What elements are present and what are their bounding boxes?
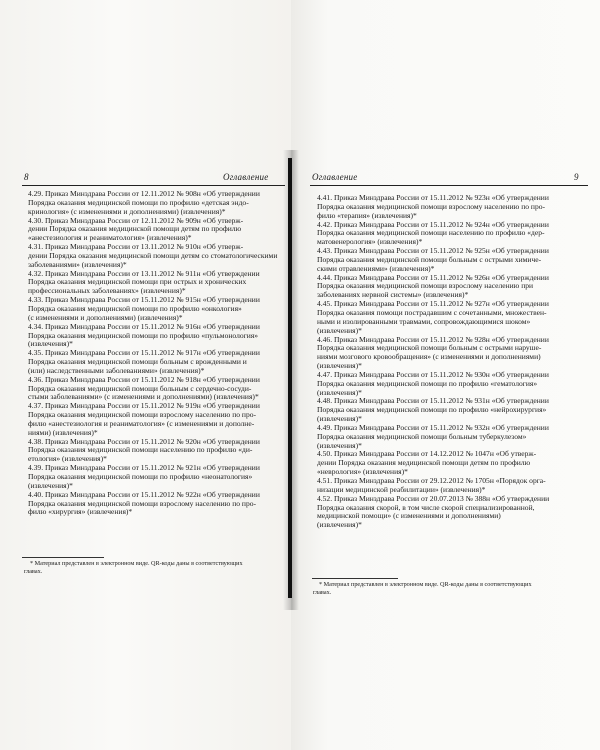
toc-entry-line: Порядка оказания медицинской помощи взрослому населению при <box>317 282 534 291</box>
toc-entry-line <box>317 495 582 504</box>
toc-entry-line: (извлечения)* <box>317 441 362 450</box>
toc-entry-line <box>317 424 582 433</box>
toc-entries <box>317 194 582 530</box>
toc-entry-text: Приказ Минздрава России от 15.11.2012 № 927н «Об утверждении <box>333 300 549 309</box>
toc-entry <box>317 397 582 424</box>
toc-entry-line: дении Порядка оказания медицинской помощи детям по профилю <box>28 225 242 234</box>
toc-entry <box>317 274 582 301</box>
toc-entry-line: филю «терапия» (извлечения)* <box>317 211 417 220</box>
toc-entry-line <box>317 247 582 256</box>
toc-entry-line: Порядка оказания медицинской помощи населению по профилю «дер- <box>317 229 545 238</box>
toc-entry-line: ниями мозгового кровообращения» (с изменениями и дополнениями) <box>317 353 541 362</box>
toc-entry-text: Приказ Минздрава России от 15.11.2012 № 915н «Об утверждении <box>44 296 260 305</box>
toc-entry-line: етология» (извлечения)* <box>28 455 107 464</box>
toc-entry-number: 4.42. <box>317 220 333 229</box>
toc-entry-text: Приказ Минздрава России от 15.11.2012 № 916н «Об утверждении <box>44 322 260 331</box>
toc-entry-number: 4.49. <box>317 423 333 432</box>
toc-entry-text: Приказ Минздрава России от 15.11.2012 № 921н «Об утверждении <box>44 464 260 473</box>
toc-entry-line <box>28 438 282 447</box>
toc-entry-number: 4.33. <box>28 296 44 305</box>
toc-entry <box>28 270 282 297</box>
toc-entry <box>317 336 582 371</box>
toc-entry <box>317 221 582 248</box>
toc-entry <box>317 194 582 221</box>
toc-entry <box>317 477 582 495</box>
section-title: Оглавление <box>312 172 358 182</box>
toc-entry-line: Порядка оказания медицинской помощи взрослому населению по про- <box>28 499 257 508</box>
toc-entry-line <box>28 323 282 332</box>
toc-entry-text: Приказ Минздрава России от 15.11.2012 № 928н «Об утверждении <box>333 335 549 344</box>
toc-entry <box>28 464 282 491</box>
toc-entry-line: (с изменениями и дополнениями) (извлечения)* <box>28 313 183 322</box>
toc-entry-text: Приказ Минздрава России от 15.11.2012 № 926н «Об утверждении <box>333 273 549 282</box>
toc-entry-line: Порядка оказания медицинской помощи больным с острыми химиче- <box>317 255 542 264</box>
book-spine <box>288 158 292 598</box>
toc-entry-number: 4.36. <box>28 375 44 384</box>
toc-entry-line <box>28 402 282 411</box>
toc-entry-text: Приказ Минздрава России от 13.11.2012 № 910н «Об утверж- <box>44 243 244 252</box>
toc-entry <box>28 217 282 244</box>
toc-entry-line: Порядка оказания медицинской помощи населению по профилю «ди- <box>28 446 253 455</box>
toc-entry-line: Порядка оказания медицинской помощи по профилю «нейрохирургия» <box>317 406 547 415</box>
toc-entry <box>317 424 582 451</box>
toc-entry-text: Приказ Минздрава России от 15.11.2012 № 918н «Об утверждении <box>44 375 260 384</box>
toc-entry-line: Порядка оказания медицинской помощи больным с острыми наруше- <box>317 344 542 353</box>
toc-entry-text: Приказ Минздрава России от 20.07.2013 № 388н «Об утверждении <box>333 494 550 503</box>
footnote-rule <box>312 578 398 579</box>
toc-entry-line: (извлечения)* <box>317 415 362 424</box>
toc-entry-number: 4.31. <box>28 243 44 252</box>
toc-entry-number: 4.51. <box>317 477 333 485</box>
toc-entry-line: ниями) (извлечения)* <box>28 428 98 437</box>
toc-entry-line <box>317 194 582 203</box>
toc-entry-number: 4.47. <box>317 370 333 379</box>
footnote-line: главах. <box>313 588 332 596</box>
toc-entry-text: Приказ Минздрава России от 15.11.2012 № 932н «Об утверждении <box>333 423 549 432</box>
header-rule <box>22 185 285 186</box>
toc-entry-line <box>317 371 582 380</box>
toc-entry-number: 4.48. <box>317 397 333 406</box>
toc-entry-line: Порядка оказания медицинской помощи при острых и хронических <box>28 278 247 287</box>
toc-entry <box>28 376 282 403</box>
toc-entry-line: дении Порядка оказания медицинской помощи детям со стоматологическими <box>28 251 278 260</box>
toc-entry-text: Приказ Минздрава России от 15.11.2012 № 917н «Об утверждении <box>44 349 260 358</box>
toc-entry-line <box>317 397 582 406</box>
toc-entry-number: 4.37. <box>28 402 44 411</box>
toc-entry-line <box>317 336 582 345</box>
toc-entry <box>28 349 282 376</box>
page-number: 8 <box>24 172 29 182</box>
header-rule <box>310 185 588 186</box>
toc-entry-text: Приказ Минздрава России от 13.11.2012 № 911н «Об утверждении <box>44 269 260 278</box>
toc-entry-line: Порядка оказания медицинской помощи по профилю «гематология» <box>317 379 538 388</box>
toc-entry-line: (извлечения)* <box>28 340 73 349</box>
toc-entry-number: 4.39. <box>28 464 44 473</box>
toc-entry <box>28 190 282 217</box>
toc-entry-line: матовенерология» (извлечения)* <box>317 238 423 247</box>
toc-entry-line: профессиональных заболеваниях» (извлечения)* <box>28 287 186 296</box>
toc-entry-line <box>28 376 282 385</box>
toc-entry-line: Порядка оказания медицинской помощи по профилю «неонатология» <box>28 473 253 481</box>
toc-entry-line: (извлечения)* <box>317 326 362 335</box>
toc-entry-line <box>28 349 282 358</box>
toc-entry-line: (извлечения)* <box>317 388 362 397</box>
section-title: Оглавление <box>223 172 269 182</box>
toc-entry-line <box>317 300 582 309</box>
toc-entry-line: Порядка оказания медицинской помощи по профилю «детская эндо- <box>28 198 249 207</box>
toc-entry-number: 4.44. <box>317 273 333 282</box>
toc-entry-line: «неврология» (извлечения)* <box>317 468 408 477</box>
toc-entry-line <box>28 217 282 226</box>
toc-entry-text: Приказ Минздрава России от 15.11.2012 № 931н «Об утверждении <box>333 397 549 406</box>
footnote-line: * Материал представлен в электронном виде. QR-коды даны в соответствующих <box>30 560 243 567</box>
toc-entry-text: Приказ Минздрава России от 12.11.2012 № 908н «Об утверждении <box>44 190 260 198</box>
toc-entry-text: Приказ Минздрава России от 29.12.2012 № 1705н «Порядок орга- <box>333 477 546 485</box>
toc-entry-line: Порядка оказания медицинской помощи взрослому населению по про- <box>317 202 546 211</box>
toc-entry-line <box>317 221 582 230</box>
toc-entry-number: 4.43. <box>317 247 333 256</box>
toc-entry-line: заболеваниях нервной системы» (извлечения)* <box>317 291 469 300</box>
toc-entry-line: филю «анестезиология и реаниматология» (с изменениями и дополне- <box>28 419 255 428</box>
toc-entry-text: Приказ Минздрава России от 15.11.2012 № 924н «Об утверждении <box>333 220 549 229</box>
toc-entry <box>317 300 582 335</box>
toc-entry-text: Приказ Минздрава России от 15.11.2012 № 919н «Об утверждении <box>44 402 260 411</box>
toc-entry-number: 4.30. <box>28 216 44 225</box>
toc-entry-line: кринология» (с изменениями и дополнениями) (извлечения)* <box>28 207 226 216</box>
toc-entry-line <box>28 296 282 305</box>
left-page <box>0 0 291 750</box>
toc-entry-line <box>28 464 282 473</box>
toc-entry-line <box>317 450 582 459</box>
toc-entry-line: (извлечения)* <box>317 362 362 371</box>
toc-entry-line: ными и изолированными травмами, сопровождающимися шоком» <box>317 317 531 326</box>
toc-entry-number: 4.52. <box>317 494 333 503</box>
toc-entry-line: Порядка оказания медицинской помощи по профилю «онкология» <box>28 304 242 313</box>
toc-entry-number: 4.41. <box>317 194 333 202</box>
toc-entry-number: 4.40. <box>28 490 44 499</box>
toc-entry-text: Приказ Минздрава России от 15.11.2012 № 922н «Об утверждении <box>44 490 260 499</box>
footnote <box>24 560 279 575</box>
toc-entry-line: стыми заболеваниями» (с изменениями и дополнениями) (извлечения)* <box>28 393 259 402</box>
toc-entry-line: медицинской помощи» (с изменениями и дополнениями) <box>317 512 501 521</box>
toc-entry <box>28 438 282 465</box>
toc-entry-line <box>28 270 282 279</box>
toc-entry-line: заболеваниями» (извлечения)* <box>28 260 127 269</box>
toc-entry-number: 4.50. <box>317 450 333 459</box>
toc-entry-text: Приказ Минздрава России от 15.11.2012 № 920н «Об утверждении <box>44 437 260 446</box>
right-page <box>291 0 600 750</box>
toc-entry-text: Приказ Минздрава России от 15.11.2012 № 923н «Об утверждении <box>333 194 549 202</box>
toc-entry-line: Порядка оказания медицинской помощи больным с врожденными и <box>28 358 247 367</box>
toc-entry-line <box>28 491 282 500</box>
toc-entry-line: дении Порядка оказания медицинской помощи детям по профилю <box>317 459 531 468</box>
footnote <box>313 581 581 596</box>
toc-entry-number: 4.46. <box>317 335 333 344</box>
toc-entry-line <box>317 477 582 486</box>
toc-entry-line <box>317 274 582 283</box>
toc-entry-line: (извлечения)* <box>28 481 73 490</box>
toc-entry <box>28 243 282 270</box>
toc-entry-line: филю «хирургия» (извлечения)* <box>28 508 133 517</box>
toc-entry-text: Приказ Минздрава России от 14.12.2012 № 1047н «Об утверж- <box>333 450 537 459</box>
toc-entry <box>28 296 282 323</box>
toc-entry <box>28 402 282 437</box>
toc-entry-line: Порядка оказания медицинской помощи больным с сердечно-сосуди- <box>28 384 252 393</box>
toc-entry-number: 4.29. <box>28 190 44 198</box>
toc-entry-number: 4.35. <box>28 349 44 358</box>
toc-entry-line: Порядка оказания медицинской помощи больным туберкулезом» <box>317 432 527 441</box>
toc-entry-line: Порядка оказания помощи пострадавшим с сочетанными, множествен- <box>317 308 547 317</box>
toc-entry-line: низации медицинской реабилитации» (извлечения)* <box>317 485 486 494</box>
toc-entry <box>28 491 282 518</box>
toc-entry-number: 4.38. <box>28 437 44 446</box>
toc-entry-number: 4.45. <box>317 300 333 309</box>
toc-entry-line: скими отравлениями» (извлечения)* <box>317 264 435 273</box>
toc-entry-text: Приказ Минздрава России от 15.11.2012 № 930н «Об утверждении <box>333 370 549 379</box>
toc-entry-line: «анестезиология и реаниматология» (извлечения)* <box>28 234 192 243</box>
footnote-line: * Материал представлен в электронном виде. QR-коды даны в соответствующих <box>319 581 532 588</box>
toc-entries <box>28 190 282 517</box>
toc-entry-number: 4.34. <box>28 322 44 331</box>
toc-entry-line: Порядка оказания медицинской помощи взрослому населению по про- <box>28 411 257 420</box>
footnote-rule <box>22 557 104 558</box>
toc-entry-line: Порядка оказания медицинской помощи по профилю «пульмонология» <box>28 331 258 340</box>
footnote-line: главах. <box>24 567 43 575</box>
toc-entry <box>317 247 582 274</box>
toc-entry <box>317 371 582 398</box>
toc-entry-line: (извлечения)* <box>317 521 362 530</box>
toc-entry-line: (или) наследственными заболеваниями» (извлечения)* <box>28 366 205 375</box>
toc-entry-line <box>28 190 282 199</box>
toc-entry-line: Порядка оказания скорой, в том числе скорой специализированной, <box>317 503 535 512</box>
toc-entry-text: Приказ Минздрава России от 12.11.2012 № 909н «Об утверж- <box>44 216 244 225</box>
toc-entry-number: 4.32. <box>28 269 44 278</box>
toc-entry <box>28 323 282 350</box>
toc-entry <box>317 450 582 477</box>
toc-entry-line <box>28 243 282 252</box>
page-number: 9 <box>574 172 579 182</box>
toc-entry-text: Приказ Минздрава России от 15.11.2012 № 925н «Об утверждении <box>333 247 549 256</box>
toc-entry <box>317 495 582 530</box>
